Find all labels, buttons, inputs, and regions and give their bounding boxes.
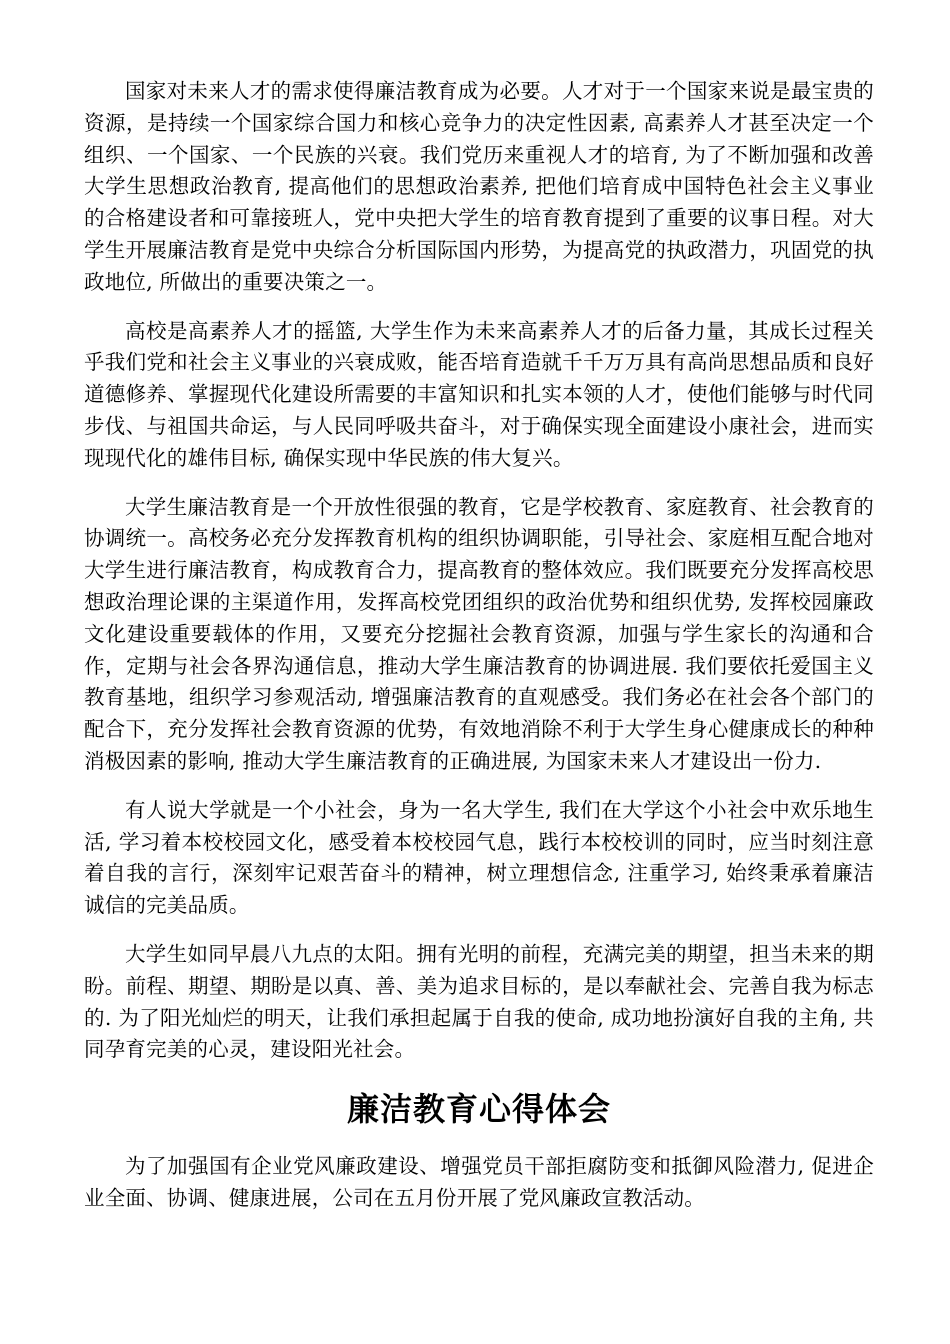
paragraph-company-campaign: 为了加强国有企业党风廉政建设、增强党员干部拒腐防变和抵御风险潜力, 促进企业全面、协调、健康进展，公司在五月份开展了党风廉政宣教活动。: [84, 1154, 874, 1210]
paragraph-small-society: 有人说大学就是一个小社会，身为一名大学生, 我们在大学这个小社会中欢乐地生活, 学习着本校校园文化，感受着本校校园气息，践行本校校训的同时，应当时刻注意着自我的言行，深刻牢记艰苦奋斗的精神，树立理想信念, 注重学习, 始终秉承着廉洁诚信的完美品质。: [84, 797, 874, 918]
document-page: [84, 76, 874, 1215]
paragraph-open-education: 大学生廉洁教育是一个开放性很强的教育，它是学校教育、家庭教育、社会教育的协调统一。高校务必充分发挥教育机构的组织协调职能，引导社会、家庭相互配合地对大学生进行廉洁教育，构成教育合力，提高教育的整体效应。我们既要充分发挥高校思想政治理论课的主渠道作用，发挥高校党团组织的政治优势和组织优势, 发挥校园廉政文化建设重要载体的作用，又要充分挖掘社会教育资源，加强与学生家长的沟通和合作，定期与社会各界沟通信息，推动大学生廉洁教育的协调进展. 我们要依托爱国主义教育基地，组织学习参观活动, 增强廉洁教育的直观感受。我们务必在社会各个部门的配合下，充分发挥社会教育资源的优势，有效地消除不利于大学生身心健康成长的种种消极因素的影响, 推动大学生廉洁教育的正确进展, 为国家未来人才建设出一份力.: [84, 494, 874, 773]
paragraph-talent-demand: 国家对未来人才的需求使得廉洁教育成为必要。人才对于一个国家来说是最宝贵的资源，是持续一个国家综合国力和核心竞争力的决定性因素, 高素养人才甚至决定一个组织、一个国家、一个民族的兴衰。我们党历来重视人才的培育, 为了不断加强和改善大学生思想政治教育, 提高他们的思想政治素养, 把他们培育成中国特色社会主义事业的合格建设者和可靠接班人，党中央把大学生的培育教育提到了重要的议事日程。对大学生开展廉洁教育是党中央综合分析国际国内形势，为提高党的执政潜力，巩固党的执政地位, 所做出的重要决策之一。: [84, 79, 874, 294]
paragraph-morning-sun: 大学生如同早晨八九点的太阳。拥有光明的前程，充满完美的期望，担当未来的期盼。前程、期望、期盼是以真、善、美为追求目标的，是以奉献社会、完善自我为标志的. 为了阳光灿烂的明天，让我们承担起属于自我的使命, 成功地扮演好自我的主角, 共同孕育完美的心灵，建设阳光社会。: [84, 941, 874, 1062]
paragraph-university-cradle: 高校是高素养人才的摇篮, 大学生作为未来高素养人才的后备力量，其成长过程关乎我们党和社会主义事业的兴衰成败，能否培育造就千千万万具有高尚思想品质和良好道德修养、掌握现代化建设所需要的丰富知识和扎实本领的人才，使他们能够与时代同步伐、与祖国共命运，与人民同呼吸共奋斗，对于确保实现全面建设小康社会，进而实现现代化的雄伟目标, 确保实现中华民族的伟大复兴。: [84, 318, 874, 470]
section-heading: 廉洁教育心得体会: [346, 1090, 611, 1129]
